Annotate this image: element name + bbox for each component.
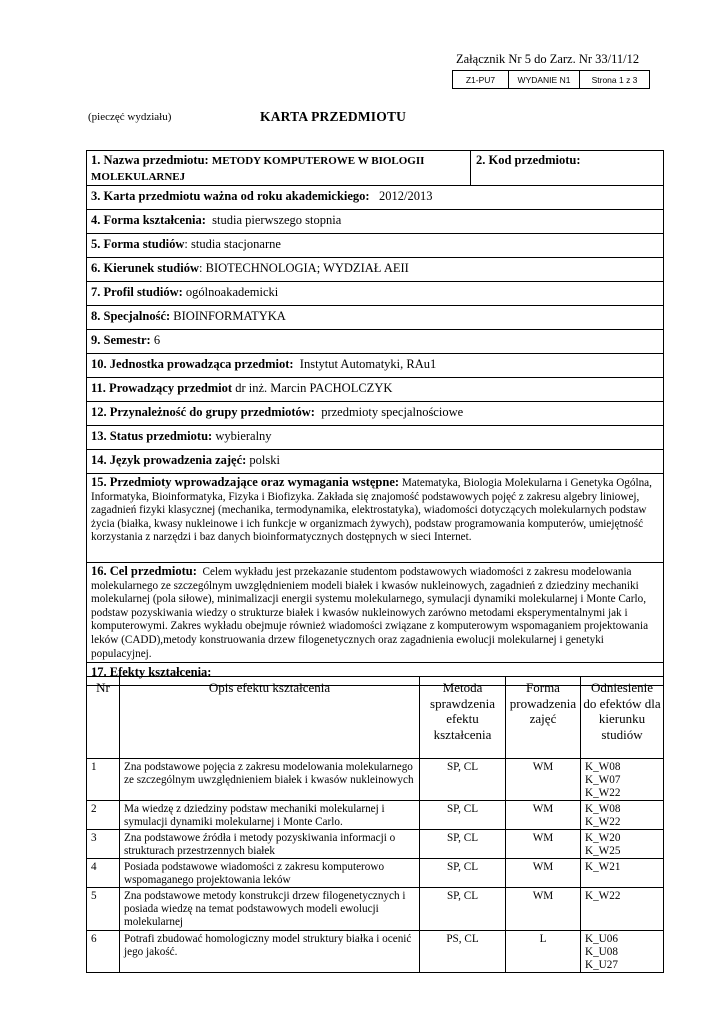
language-label: 14. Język prowadzenia zajęć: [91,453,247,467]
row-nr: 1 [87,759,120,801]
reference-code: K_U08 [585,946,618,958]
reference-code: K_W22 [585,890,621,902]
row-method: SP, CL [420,759,506,801]
annex-reference: Załącznik Nr 5 do Zarz. Nr 33/11/12 [456,52,640,66]
row-form: WM [506,888,581,931]
study-form-value: : studia stacjonarne [184,237,281,251]
row-prerequisites [87,474,663,563]
row-description: Zna podstawowe źródła i metody pozyskiwania informacji o strukturach przestrzennych białek [120,830,420,859]
reference-code: K_W08 [585,761,621,773]
row-method: SP, CL [420,830,506,859]
header-method: Metoda sprawdzenia efektu kształcenia [420,677,506,759]
row-education-form [87,210,663,234]
reference-code: K_W07 [585,774,621,786]
academic-year-label: 3. Karta przedmiotu ważna od roku akademickiego: [91,189,370,203]
row-course-name [87,151,663,186]
reference-code: K_W25 [585,845,621,857]
row-nr: 6 [87,931,120,973]
lecturer-value: dr inż. Marcin PACHOLCZYK [235,381,393,395]
row-form: WM [506,859,581,888]
row-reference [581,888,664,931]
header-description: Opis efektu kształcenia [120,677,420,759]
course-code-label: 2. Kod przedmiotu: [476,153,581,167]
row-teaching-unit [87,354,663,378]
row-description: Ma wiedzę z dziedziny podstaw mechaniki molekularnej i symulacji dynamiki molekularnej i Monte Carlo. [120,801,420,830]
course-status-label: 13. Status przedmiotu: [91,429,213,443]
learning-outcomes-label: 17. Efekty kształcenia: [91,665,212,679]
row-study-profile [87,282,663,306]
prerequisites-value: Matematyka, Biologia Molekularna i Genetyka Ogólna, Informatyka, Bioinformatyka, Fizyka i Biofizyka. Zakłada się znajomość podstawowych pojęć z zakresu algebry liniowej, zagadnień fizyki klasycznej (mechanika, termodynamika, elektrostatyka), wiadomości dotyczących molekularnych podstaw życia (białka, kwasy nukleinowe i ich funkcje w organizmach żywych), podstaw programowania komputerów, umiejętność korzystania z narzędzi i baz danych bioinformatycznych dostępnych w sieci Internet. [91,477,652,544]
page-indicator: Strona 1 z 3 [580,70,650,89]
row-nr: 2 [87,801,120,830]
row-semester [87,330,663,354]
course-goal-value: Celem wykładu jest przekazanie studentom podstawowych wiadomości z zakresu modelowania molekularnego ze szczególnym uwzględnieniem modeli białek i kwasów nukleinowych, zagadnień z dziedziny mechaniki molekularnej (pola siłowe), minimalizacji energii systemu molekularnego, symulacji dynamiki molekularnej i Monte Carlo, podstaw pozyskiwania wiedzy o strukturze białek i kwasów nukleinowych zarówno metodami eksperymentalnymi jak i komputerowymi. Zakres wykładu obejmuje również wiadomości związane z komputerowym wspomaganiem projektowania leków (CADD),metody konstruowania drzew filogenetycznych oraz zagadnienia ewolucji molekularnej i genetyki populacyjnej. [91,566,649,660]
study-profile-value: ogólnoakademicki [185,285,279,299]
table-row [87,801,664,830]
row-nr: 5 [87,888,120,931]
document-code-boxes [452,70,650,89]
row-specialization [87,306,663,330]
table-row [87,888,664,931]
semester-value: 6 [153,333,161,347]
specialization-label: 8. Specjalność: [91,309,171,323]
row-study-form [87,234,663,258]
reference-code: K_W20 [585,832,621,844]
row-method: SP, CL [420,888,506,931]
row-form: WM [506,801,581,830]
reference-code: K_W08 [585,803,621,815]
row-method: SP, CL [420,801,506,830]
learning-outcomes-table [86,676,664,973]
prerequisites-label: 15. Przedmioty wprowadzające oraz wymagania wstępne: [91,475,400,489]
course-group-label: 12. Przynależność do grupy przedmiotów: [91,405,315,419]
course-card-form [86,150,664,686]
row-language [87,450,663,474]
course-code-cell [471,151,663,185]
course-name-value: METODY KOMPUTEROWE W BIOLOGII MOLEKULARNEJ [91,155,425,183]
row-form: WM [506,759,581,801]
education-form-label: 4. Forma kształcenia: [91,213,206,227]
academic-year-value: 2012/2013 [378,189,433,203]
row-reference [581,859,664,888]
reference-code: K_U06 [585,933,618,945]
table-row [87,931,664,973]
header-reference: Odniesienie do efektów dla kierunku studiów [581,677,664,759]
row-form: WM [506,830,581,859]
row-reference [581,801,664,830]
row-description: Posiada podstawowe wiadomości z zakresu komputerowo wspomaganego projektowania leków [120,859,420,888]
course-name-cell [87,151,471,185]
row-nr: 3 [87,830,120,859]
form-code: Z1-PU7 [452,70,509,89]
row-course-status [87,426,663,450]
reference-code: K_W22 [585,816,621,828]
reference-code: K_W21 [585,861,621,873]
semester-label: 9. Semestr: [91,333,151,347]
table-row [87,759,664,801]
row-reference [581,759,664,801]
row-description: Zna podstawowe metody konstrukcji drzew filogenetycznych i posiada wiedzę na temat podstawowych modeli ewolucji molekularnej [120,888,420,931]
row-nr: 4 [87,859,120,888]
table-row [87,830,664,859]
study-form-label: 5. Forma studiów [91,237,185,251]
study-profile-label: 7. Profil studiów: [91,285,183,299]
row-lecturer [87,378,663,402]
row-method: PS, CL [420,931,506,973]
course-goal-label: 16. Cel przedmiotu: [91,564,197,578]
course-status-value: wybieralny [215,429,272,443]
specialization-value: BIOINFORMATYKA [173,309,286,323]
row-course-group [87,402,663,426]
row-academic-year [87,186,663,210]
teaching-unit-value: Instytut Automatyki, RAu1 [299,357,437,371]
row-description: Zna podstawowe pojęcia z zakresu modelowania molekularnego ze szczególnym uwzględnieniem białek i kwasów nukleinowych [120,759,420,801]
row-reference [581,931,664,973]
field-of-study-label: 6. Kierunek studiów [91,261,200,275]
field-of-study-value: : BIOTECHNOLOGIA; WYDZIAŁ AEII [199,261,409,275]
table-row [87,859,664,888]
edition-label: WYDANIE N1 [509,70,580,89]
table-header-row [87,677,664,759]
reference-code: K_W22 [585,787,621,799]
course-group-value: przedmioty specjalnościowe [321,405,464,419]
reference-code: K_U27 [585,959,618,971]
teaching-unit-label: 10. Jednostka prowadząca przedmiot: [91,357,294,371]
row-method: SP, CL [420,859,506,888]
lecturer-label: 11. Prowadzący przedmiot [91,381,233,395]
header-nr: Nr [87,677,120,759]
page-title: KARTA PRZEDMIOTU [260,109,407,124]
row-reference [581,830,664,859]
course-name-label: 1. Nazwa przedmiotu: [91,153,209,167]
faculty-stamp: (pieczęć wydziału) [88,111,172,123]
language-value: polski [249,453,280,467]
row-course-goal [87,563,663,663]
row-description: Potrafi zbudować homologiczny model struktury białka i ocenić jego jakość. [120,931,420,973]
education-form-value: studia pierwszego stopnia [212,213,342,227]
row-form: L [506,931,581,973]
header-form: Forma prowadzenia zajęć [506,677,581,759]
row-field-of-study [87,258,663,282]
